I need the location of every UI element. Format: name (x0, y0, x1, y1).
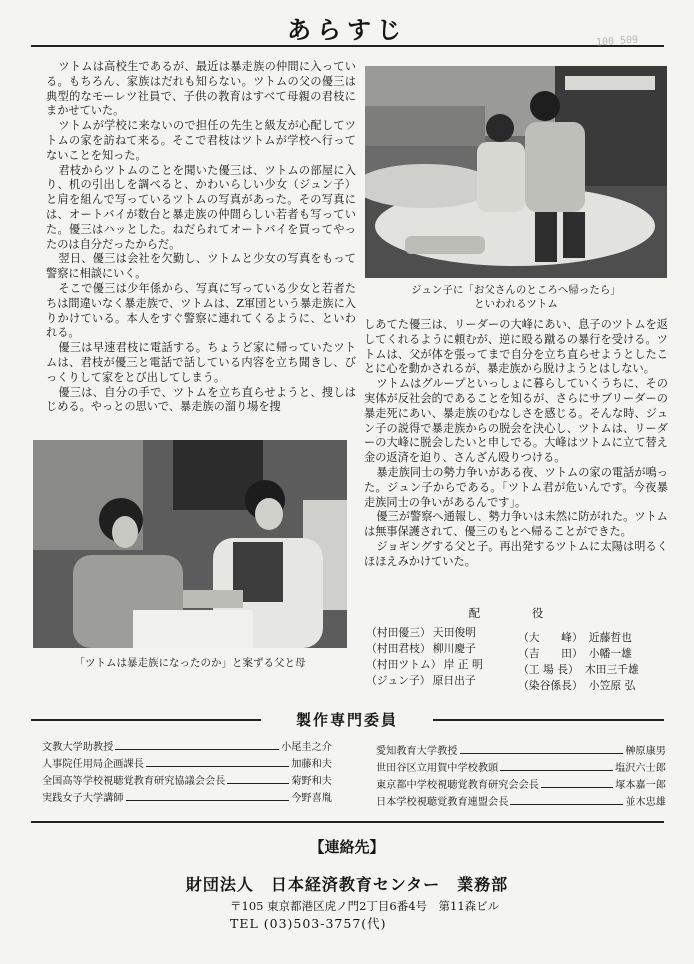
leader-line (500, 770, 613, 771)
cast-heading: 配 役 (468, 606, 564, 620)
committee-name: 加藤和夫 (291, 759, 332, 770)
contact-heading: 【連絡先】 (309, 838, 385, 856)
committee-org: 愛知教育大学教授 (376, 746, 458, 757)
page-title: あらすじ (287, 15, 407, 44)
photo-caption-top-line2: といわれるツトム (474, 298, 558, 310)
cast-role: （染谷係長） (518, 679, 583, 692)
synopsis-paragraph: 優三は、自分の手で、ツトムを立ち直らせようと、捜しはじめる。やっとの思いで、暴走族の溜り場を捜 (46, 385, 356, 414)
cast-role: （大 峰） (518, 631, 583, 644)
cast-row (518, 678, 635, 693)
committee-org: 実践女子大学講師 (42, 793, 124, 804)
committee-name: 榊原康男 (625, 746, 666, 757)
photo-street-scene (365, 66, 667, 278)
committee-rule-right (433, 719, 664, 721)
cast-actor: 小笠原 弘 (588, 679, 636, 692)
cast-role: （村田ツトム） (366, 658, 442, 671)
synopsis-paragraph: ジョギングする父と子。再出発するツトムに太陽は明るくほほえみかけていた。 (364, 539, 668, 568)
committee-member (376, 793, 666, 808)
contact-rule (31, 821, 664, 823)
cast-actor: 柳川慶子 (432, 642, 476, 655)
cast-actor: 岸 正 明 (443, 658, 483, 671)
page-mark: 100 509 (595, 34, 639, 49)
cast-role: （村田君枝） (366, 642, 431, 655)
committee-name: 小尾圭之介 (281, 742, 332, 753)
committee-member (42, 738, 332, 753)
committee-org: 人事院任用局企画課長 (42, 759, 144, 770)
leader-line (227, 783, 289, 784)
committee-member (42, 789, 332, 804)
cast-row (518, 662, 639, 677)
leader-line (115, 749, 279, 750)
committee-member (42, 755, 332, 770)
cast-row (366, 657, 483, 672)
synopsis-paragraph: しあてた優三は、リーダーの大峰にあい、息子のツトムを返してくれるように頼むが、逆に殴る蹴るの暴行を受ける。ツトムは、父が体を張ってまで自分を立ち直らせようとしたことに心を動かされるが、暴走族から脱けようとはしない。 (364, 318, 668, 376)
cast-role: （吉 田） (518, 647, 583, 660)
committee-member (376, 742, 666, 757)
leader-line (510, 804, 623, 805)
committee-name: 塚本嘉一郎 (615, 780, 666, 791)
cast-row (366, 641, 476, 656)
synopsis-left-column (46, 60, 356, 415)
synopsis-paragraph: ツトムが学校に来ないので担任の先生と級友が心配してツトムの家を訪ねて来る。そこで君枝はツトムが学校へ行ってないことを知った。 (46, 119, 356, 162)
cast-role: （工 場 長） (518, 663, 579, 676)
synopsis-right-column (364, 318, 668, 570)
cast-row (518, 630, 632, 645)
cast-row (366, 625, 476, 640)
leader-line (541, 787, 613, 788)
leader-line (460, 753, 624, 754)
synopsis-paragraph: 暴走族同士の勢力争いがある夜、ツトムの家の電話が鳴った。ジュン子からである。「ツトム君が危いんです。今夜暴走族同士の争いがあるんです」。 (364, 465, 668, 509)
cast-actor: 木田三千雄 (584, 663, 639, 676)
committee-name: 菊野和夫 (291, 776, 332, 787)
committee-member (42, 772, 332, 787)
committee-org: 日本学校視聴覚教育連盟会長 (376, 797, 509, 808)
synopsis-paragraph: 優三が警察へ通報し、勢力争いは未然に防がれた。ツトムは無事保護されて、優三のもとへ帰ることができた。 (364, 510, 668, 539)
cast-role: （ジュン子） (366, 674, 431, 687)
cast-actor: 原日出子 (432, 674, 476, 687)
synopsis-paragraph: 翌日、優三は会社を欠勤し、ツトムと少女の写真をもって警察に相談にいく。 (46, 252, 356, 281)
cast-row (518, 646, 632, 661)
committee-name: 塩沢六士郎 (615, 763, 666, 774)
committee-org: 全国高等学校視聴覚教育研究協議会会長 (42, 776, 226, 787)
cast-role: （村田優三） (366, 626, 431, 639)
title-rule (31, 45, 664, 47)
committee-org: 東京都中学校視聴覚教育研究会会長 (376, 780, 539, 791)
cast-actor: 小幡一雄 (588, 647, 632, 660)
contact-phone: TEL (03)503-3757(代) (230, 916, 387, 931)
synopsis-paragraph: ツトムはグループといっしょに暮らしていくうちに、その実体が反社会的であることを知るが、さらにサブリーダーの暴走死にあい、暴走族のむなしさを感じる。そんな時、ジュン子の説得で暴走族からの脱会を決心し、ツトムは、リーダーの大峰に脱会したいと申しでる。大峰はツトムに立て替え金の返済を迫り、さんざん殴りつける。 (364, 377, 668, 465)
cast-row (366, 673, 476, 688)
synopsis-paragraph: 君枝からツトムのことを聞いた優三は、ツトムの部屋に入り、机の引出しを調べると、かわいらしい少女（ジュン子）と肩を組んで写っているツトムの写真があった。その写真には、オートバイが数台と暴走族の仲間らしい若者も写っていた。優三はハッとした。ねだられてオートバイを買ってやったのは自分だったからだ。 (46, 163, 356, 251)
committee-org: 世田谷区立用賀中学校教頭 (376, 763, 499, 774)
photo-caption-bottom: 「ツトムは暴走族になったのか」と案ずる父と母 (74, 657, 306, 669)
cast-actor: 近藤哲也 (588, 631, 632, 644)
committee-name: 今野喜胤 (291, 793, 332, 804)
committee-member (376, 776, 666, 791)
committee-org: 文教大学助教授 (42, 742, 114, 753)
synopsis-paragraph: ツトムは高校生であるが、最近は暴走族の仲間に入っている。もちろん、家族はだれも知らない。ツトムの父の優三は典型的なモーレツ社員で、子供の教育はすべて母親の君枝にまかせていた。 (46, 60, 356, 118)
leader-line (146, 766, 289, 767)
photo-caption-top-line1: ジュン子に「お父さんのところへ帰ったら」 (411, 284, 621, 296)
synopsis-paragraph: 優三は早速君枝に電話する。ちょうど家に帰っていたツトムは、君枝が優三と電話で話している内容を立ち聞きし、びっくりして家をとび出してしまう。 (46, 341, 356, 384)
cast-actor: 天田俊明 (432, 626, 476, 639)
leader-line (126, 800, 290, 801)
committee-member (376, 759, 666, 774)
committee-name: 並木忠雄 (625, 797, 666, 808)
synopsis-paragraph: そこで優三は少年係から、写真に写っている少女と若者たちは間違いなく暴走族で、ツトムは、Z軍団という暴走族に入りかけている。本人をすぐ警察に連れてくるように、といわれる。 (46, 281, 356, 340)
photo-parents-scene (33, 440, 347, 648)
contact-organization: 財団法人 日本経済教育センター 業務部 (185, 875, 509, 894)
committee-title: 製作専門委員 (295, 711, 398, 729)
contact-address: 〒105 東京都港区虎ノ門2丁目6番4号 第11森ビル (230, 899, 500, 913)
